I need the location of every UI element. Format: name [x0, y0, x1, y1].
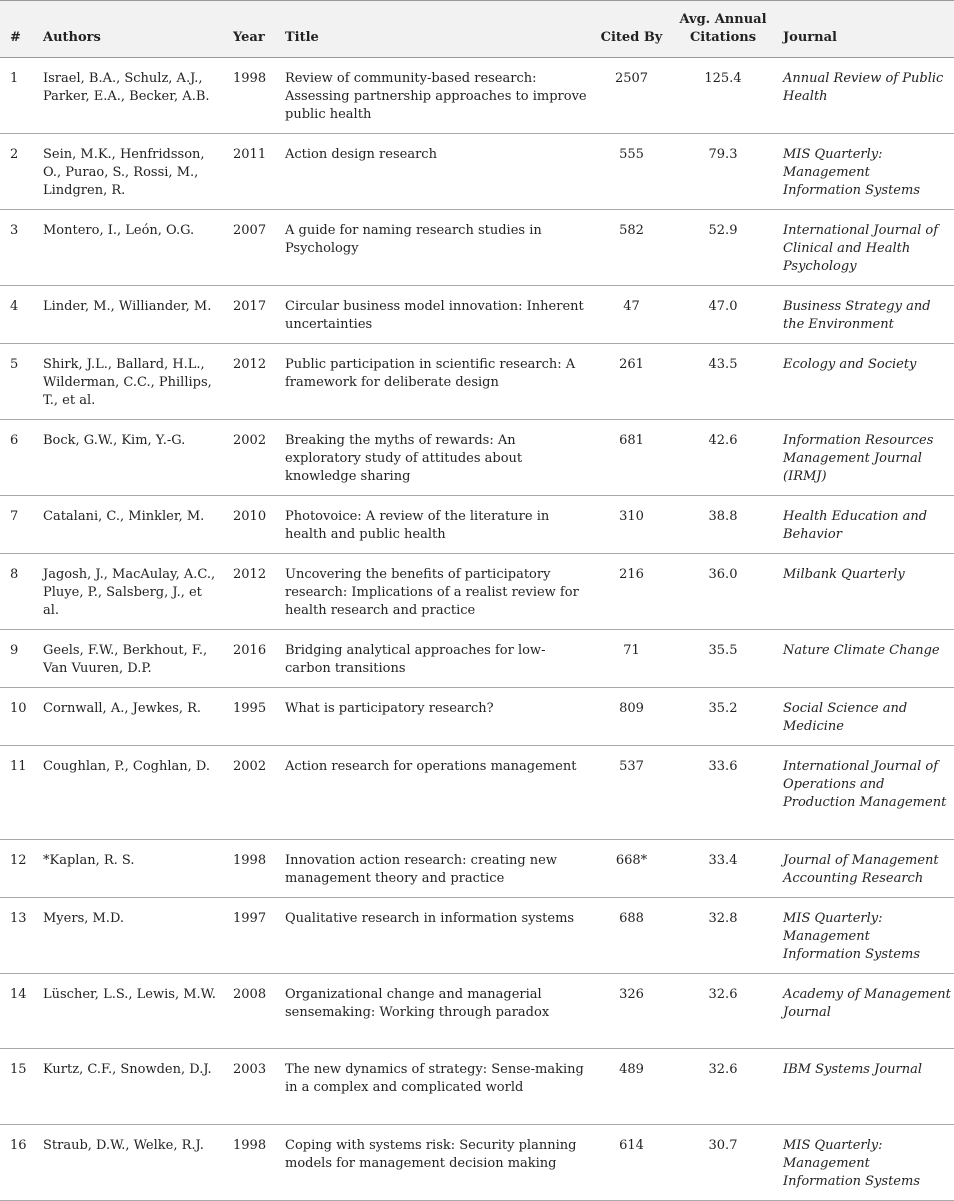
- cell-title: Action design research: [285, 147, 437, 162]
- cell-title: Bridging analytical approaches for low-carbon transitions: [285, 643, 546, 676]
- cell-journal: Academy of Management Journal: [783, 987, 951, 1020]
- cell-cited-by: 216: [619, 567, 644, 582]
- cell-num: 6: [10, 433, 19, 448]
- table-row: [0, 630, 954, 688]
- cell-avg-annual-citations: 32.6: [708, 987, 738, 1002]
- cell-authors: Coughlan, P., Coghlan, D.: [43, 759, 211, 774]
- header-authors: Authors: [43, 30, 101, 45]
- cell-avg-annual-citations: 79.3: [708, 147, 738, 162]
- cell-year: 1997: [233, 911, 267, 926]
- table-body: [0, 58, 954, 1201]
- cell-num: 3: [10, 223, 19, 238]
- cell-avg-annual-citations: 38.8: [708, 509, 738, 524]
- cell-avg-annual-citations: 36.0: [708, 567, 738, 582]
- cell-year: 2010: [233, 509, 267, 524]
- cell-journal: Business Strategy and the Environment: [783, 299, 931, 332]
- table-row: [0, 688, 954, 746]
- cell-num: 15: [10, 1062, 27, 1077]
- cell-title: Innovation action research: creating new management theory and practice: [285, 853, 558, 886]
- table-row: [0, 974, 954, 1049]
- cell-authors: Kurtz, C.F., Snowden, D.J.: [43, 1062, 212, 1077]
- cell-num: 2: [10, 147, 19, 162]
- cell-cited-by: 261: [619, 357, 644, 372]
- table-header: [0, 1, 954, 58]
- cell-journal: Ecology and Society: [783, 357, 917, 372]
- cell-num: 16: [10, 1138, 27, 1153]
- cell-journal: Annual Review of Public Health: [783, 71, 944, 104]
- cell-year: 1995: [233, 701, 267, 716]
- cell-year: 2012: [233, 567, 267, 582]
- cell-cited-by: 71: [623, 643, 640, 658]
- table-row: [0, 210, 954, 286]
- cell-authors: Geels, F.W., Berkhout, F., Van Vuuren, D.P.: [43, 643, 208, 676]
- cell-title: Circular business model innovation: Inherent uncertainties: [285, 299, 584, 332]
- cell-avg-annual-citations: 42.6: [708, 433, 738, 448]
- cell-journal: Journal of Management Accounting Research: [783, 853, 939, 886]
- table-row: [0, 840, 954, 898]
- table-row: [0, 746, 954, 840]
- cell-title: Review of community-based research: Assessing partnership approaches to improve public health: [285, 71, 587, 122]
- cell-cited-by: 2507: [614, 71, 649, 86]
- cell-year: 2002: [233, 759, 267, 774]
- cell-year: 1998: [233, 853, 267, 868]
- cell-authors: Catalani, C., Minkler, M.: [43, 509, 205, 524]
- cell-title: The new dynamics of strategy: Sense-making in a complex and complicated world: [285, 1062, 584, 1095]
- cell-cited-by: 326: [619, 987, 644, 1002]
- cell-journal: MIS Quarterly: Management Information Systems: [783, 911, 920, 962]
- cell-year: 2007: [233, 223, 267, 238]
- cell-year: 2017: [233, 299, 267, 314]
- table-row: [0, 420, 954, 496]
- cell-journal: MIS Quarterly: Management Information Systems: [783, 147, 920, 198]
- cell-title: Photovoice: A review of the literature in health and public health: [285, 509, 550, 542]
- header-row: [0, 1, 954, 58]
- table-row: [0, 1049, 954, 1125]
- cell-cited-by: 582: [619, 223, 644, 238]
- cell-year: 2016: [233, 643, 267, 658]
- cell-num: 7: [10, 509, 19, 524]
- cell-cited-by: 489: [619, 1062, 644, 1077]
- cell-authors: Myers, M.D.: [43, 911, 125, 926]
- table-row: [0, 344, 954, 420]
- cell-num: 11: [10, 759, 27, 774]
- table-row: [0, 496, 954, 554]
- table-row: [0, 554, 954, 630]
- cell-num: 5: [10, 357, 19, 372]
- cell-avg-annual-citations: 33.6: [708, 759, 738, 774]
- table-row: [0, 1125, 954, 1201]
- cell-journal: Information Resources Management Journal (IRMJ): [783, 433, 934, 484]
- cell-authors: Shirk, J.L., Ballard, H.L., Wilderman, C.C., Phillips, T., et al.: [43, 357, 212, 408]
- cell-authors: Sein, M.K., Henfridsson, O., Purao, S., Rossi, M., Lindgren, R.: [43, 147, 205, 198]
- cell-num: 10: [10, 701, 27, 716]
- cell-year: 2002: [233, 433, 267, 448]
- cell-authors: Jagosh, J., MacAulay, A.C., Pluye, P., Salsberg, J., et al.: [43, 567, 216, 618]
- cell-journal: International Journal of Operations and Production Management: [783, 759, 947, 810]
- cell-num: 12: [10, 853, 27, 868]
- cell-journal: Nature Climate Change: [783, 643, 940, 658]
- cell-journal: MIS Quarterly: Management Information Systems: [783, 1138, 920, 1189]
- cell-authors: Lüscher, L.S., Lewis, M.W.: [43, 987, 216, 1002]
- cell-title: Organizational change and managerial sensemaking: Working through paradox: [285, 987, 550, 1020]
- cell-cited-by: 555: [619, 147, 644, 162]
- cell-cited-by: 688: [619, 911, 644, 926]
- cell-year: 1998: [233, 1138, 267, 1153]
- table-row: [0, 898, 954, 974]
- cell-cited-by: 47: [623, 299, 640, 314]
- header-year: Year: [233, 30, 265, 45]
- cell-title: Uncovering the benefits of participatory research: Implications of a realist review for health research and practice: [285, 567, 579, 618]
- cell-authors: Straub, D.W., Welke, R.J.: [43, 1138, 204, 1153]
- cell-num: 14: [10, 987, 27, 1002]
- table-row: [0, 58, 954, 134]
- cell-avg-annual-citations: 47.0: [708, 299, 738, 314]
- cell-cited-by: 681: [619, 433, 644, 448]
- cell-journal: Health Education and Behavior: [783, 509, 928, 542]
- cell-avg-annual-citations: 35.2: [708, 701, 738, 716]
- cell-title: Public participation in scientific research: A framework for deliberate design: [285, 357, 576, 390]
- cell-avg-annual-citations: 33.4: [708, 853, 738, 868]
- cell-year: 2012: [233, 357, 267, 372]
- cell-num: 4: [10, 299, 19, 314]
- cell-title: A guide for naming research studies in Psychology: [285, 223, 542, 256]
- cell-journal: Milbank Quarterly: [783, 567, 905, 582]
- cell-year: 2008: [233, 987, 267, 1002]
- cell-authors: Montero, I., León, O.G.: [43, 223, 195, 238]
- cell-title: Action research for operations management: [285, 759, 577, 774]
- cell-year: 2003: [233, 1062, 267, 1077]
- cell-cited-by: 537: [619, 759, 644, 774]
- header-title: Title: [285, 30, 319, 45]
- cell-num: 1: [10, 71, 19, 86]
- cell-title: Coping with systems risk: Security planning models for management decision making: [285, 1138, 577, 1171]
- cell-journal: Social Science and Medicine: [783, 701, 908, 734]
- cell-num: 9: [10, 643, 19, 658]
- cell-journal: International Journal of Clinical and Health Psychology: [783, 223, 939, 274]
- cell-avg-annual-citations: 30.7: [708, 1138, 738, 1153]
- cell-authors: Israel, B.A., Schulz, A.J., Parker, E.A., Becker, A.B.: [43, 71, 210, 104]
- cell-avg-annual-citations: 43.5: [708, 357, 738, 372]
- cell-year: 2011: [233, 147, 267, 162]
- cell-title: Qualitative research in information systems: [285, 911, 575, 926]
- cell-num: 13: [10, 911, 27, 926]
- cell-authors: Cornwall, A., Jewkes, R.: [43, 701, 202, 716]
- cell-avg-annual-citations: 52.9: [708, 223, 738, 238]
- header-journal: Journal: [783, 30, 837, 45]
- cell-cited-by: 310: [619, 509, 644, 524]
- cell-authors: Linder, M., Williander, M.: [43, 299, 212, 314]
- header-avg-annual-citations: Avg. Annual Citations: [679, 12, 767, 45]
- cell-title: Breaking the myths of rewards: An exploratory study of attitudes about knowledge sharing: [285, 433, 523, 484]
- table-row: [0, 286, 954, 344]
- cell-authors: Bock, G.W., Kim, Y.-G.: [43, 433, 186, 448]
- header-num: #: [10, 30, 21, 45]
- cell-cited-by: 809: [619, 701, 644, 716]
- cell-cited-by: 614: [619, 1138, 644, 1153]
- cell-year: 1998: [233, 71, 267, 86]
- cell-num: 8: [10, 567, 19, 582]
- header-cited-by: Cited By: [600, 30, 663, 45]
- cell-avg-annual-citations: 32.8: [708, 911, 738, 926]
- table-row: [0, 134, 954, 210]
- cell-avg-annual-citations: 32.6: [708, 1062, 738, 1077]
- cell-journal: IBM Systems Journal: [783, 1062, 923, 1077]
- cell-title: What is participatory research?: [285, 701, 494, 716]
- cell-avg-annual-citations: 125.4: [704, 71, 742, 86]
- cell-authors: *Kaplan, R. S.: [43, 853, 135, 868]
- cell-avg-annual-citations: 35.5: [708, 643, 738, 658]
- cell-cited-by: 668*: [615, 853, 648, 868]
